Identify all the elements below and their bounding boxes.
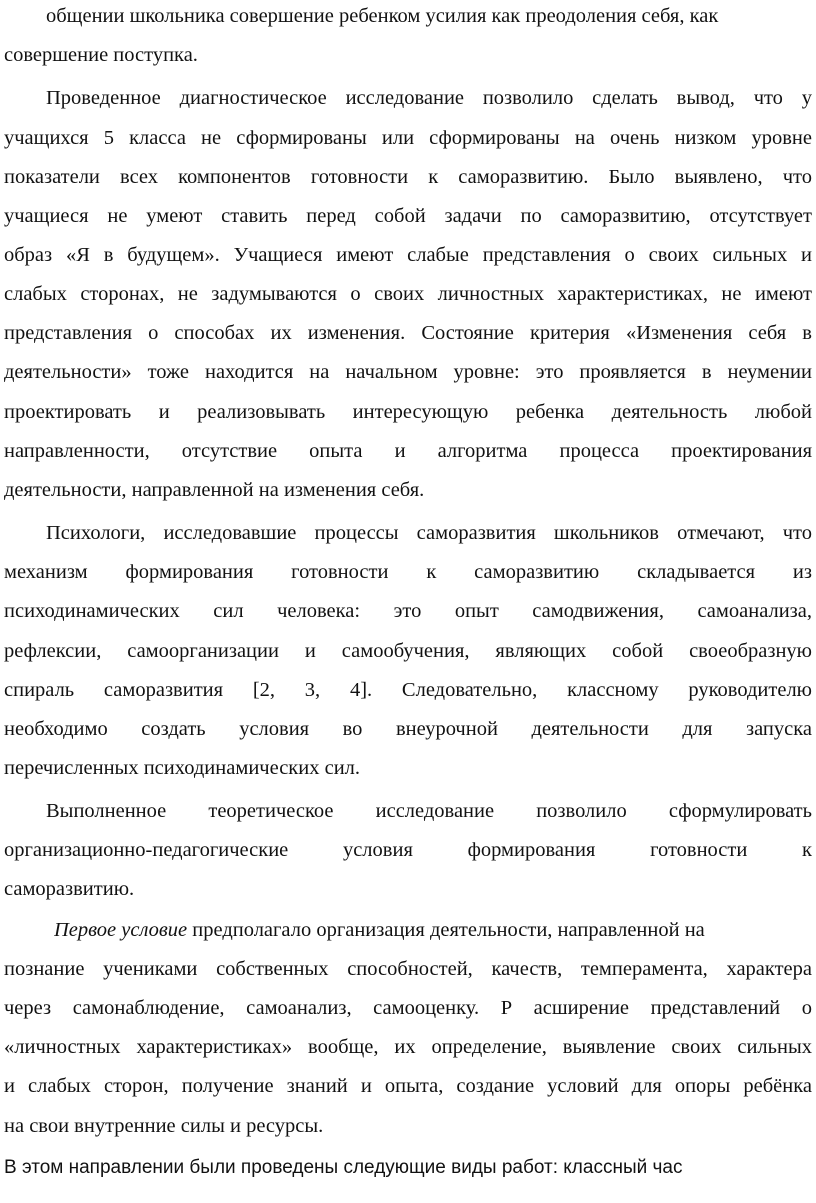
text-line <box>54 916 812 944</box>
text-line: совершение поступка. <box>4 44 198 66</box>
text-line: слабых сторонах, не задумываются о своих личностных характеристиках, не имеют <box>4 283 812 305</box>
text-line: «личностных характеристиках» вообще, их определение, выявление своих сильных <box>4 1036 812 1058</box>
text-line: через самонаблюдение, самоанализ, самооценку. Р асширение представлений о <box>4 997 812 1019</box>
text-line: на свои внутренние силы и ресурсы. <box>4 1115 324 1137</box>
text-line: механизм формирования готовности к саморазвитию складывается из <box>4 561 812 583</box>
text-line: деятельности» тоже находится на начальном уровне: это проявляется в неумении <box>4 361 812 383</box>
text-line: образ «Я в будущем». Учащиеся имеют слабые представления о своих сильных и <box>4 244 812 266</box>
text-line: Проведенное диагностическое исследование позволило сделать вывод, что у <box>46 87 812 109</box>
text-line: спираль саморазвития [2, 3, 4]. Следовательно, классному руководителю <box>4 679 812 701</box>
emphasis-text: Первое условие <box>54 919 188 941</box>
text-line: В этом направлении были проведены следующие виды работ: классный час <box>4 1157 683 1178</box>
text-line: учащиеся не умеют ставить перед собой задачи по саморазвитию, отсутствует <box>4 205 812 227</box>
text-line: перечисленных психодинамических сил. <box>4 757 361 779</box>
text-run: предполагало организация деятельности, направленной на <box>187 919 705 941</box>
text-line: деятельности, направленной на изменения себя. <box>4 479 425 501</box>
text-line: Выполненное теоретическое исследование позволило сформулировать <box>46 800 812 822</box>
text-line: проектировать и реализовывать интересующую ребенка деятельность любой <box>4 401 812 423</box>
text-line: Психологи, исследовавшие процессы саморазвития школьников отмечают, что <box>46 522 812 544</box>
text-line: учащихся 5 класса не сформированы или сформированы на очень низком уровне <box>4 127 812 149</box>
text-line: и слабых сторон, получение знаний и опыта, создание условий для опоры ребёнка <box>4 1075 812 1097</box>
text-line: показатели всех компонентов готовности к саморазвитию. Было выявлено, что <box>4 166 812 188</box>
text-line: направленности, отсутствие опыта и алгоритма процесса проектирования <box>4 440 812 462</box>
text-line: познание учениками собственных способностей, качеств, темперамента, характера <box>4 958 812 980</box>
text-line: рефлексии, самоорганизации и самообучения, являющих собой своеобразную <box>4 640 812 662</box>
text-line: общении школьника совершение ребенком усилия как преодоления себя, как <box>46 5 719 27</box>
text-line: необходимо создать условия во внеурочной деятельности для запуска <box>4 718 812 740</box>
text-line: представления о способах их изменения. Состояние критерия «Изменения себя в <box>4 322 812 344</box>
text-line: организационно-педагогические условия формирования готовности к <box>4 839 812 861</box>
text-line: саморазвитию. <box>4 878 135 900</box>
text-line: психодинамических сил человека: это опыт самодвижения, самоанализа, <box>4 600 812 622</box>
